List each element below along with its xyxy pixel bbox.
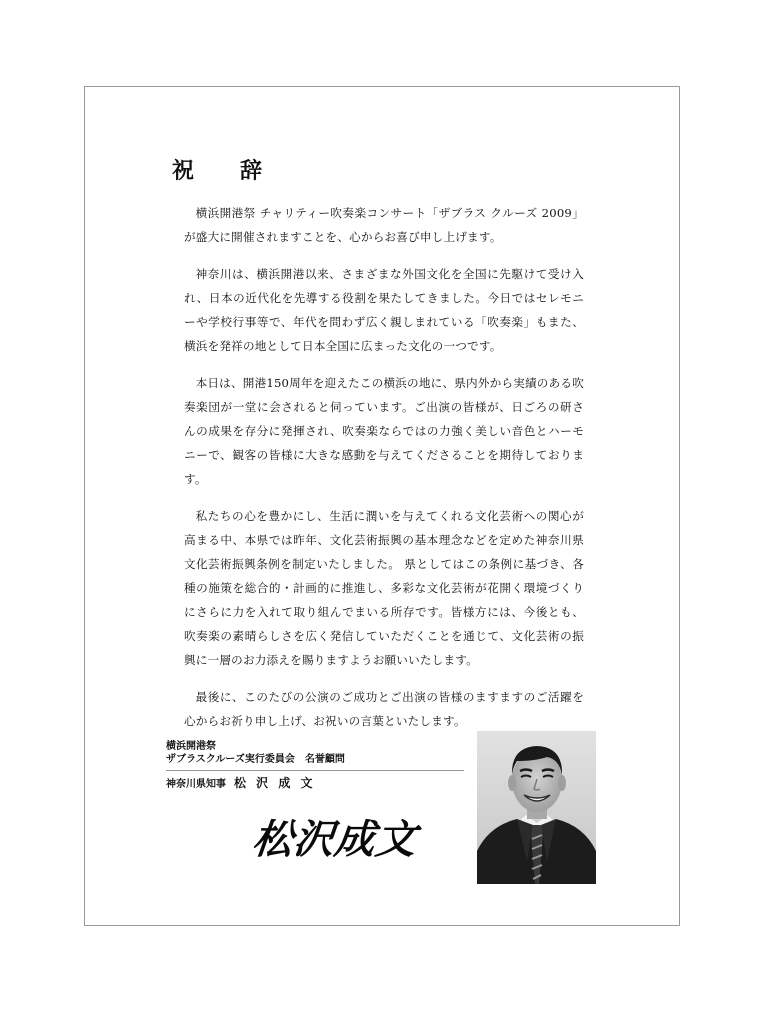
governor-name: 松 沢 成 文 — [234, 776, 316, 790]
governor-title: 神奈川県知事 — [166, 779, 226, 790]
paragraph-1: 横浜開港祭 チャリティー吹奏楽コンサート「ザブラス クルーズ 2009」が盛大に開催されますことを、心からお喜び申し上げます。 — [184, 206, 584, 244]
paragraph-3: 本日は、開港150周年を迎えたこの横浜の地に、県内外から実績のある吹奏楽団が一堂に会されると伺っています。ご出演の皆様が、日ごろの研さんの成果を存分に発揮され、吹奏楽ならではの力強く美しい音色とハーモニーで、観客の皆様に大きな感動を与えてくださることを期待しております。 — [184, 376, 584, 486]
paragraph-5: 最後に、このたびの公演のご成功とご出演の皆様のますますのご活躍を心からお祈り申し上げ、お祝いの言葉といたします。 — [184, 690, 584, 728]
organization-line-1: 横浜開港祭 — [166, 741, 216, 752]
paragraph-4: 私たちの心を豊かにし、生活に潤いを与えてくれる文化芸術への関心が高まる中、本県では昨年、文化芸術振興の基本理念などを定めた神奈川県文化芸術振興条例を制定いたしました。 県としてはこの条例に基づき、各種の施策を総合的・計画的に推進し、多彩な文化芸術が花開く環境づくりにさらに力を入れて取り組んでまいる所存です。皆様方には、今後とも、吹奏楽の素晴らしさを広く発信していただくことを通じて、文化芸術の振興に一層のお力添えを賜りますようお願いいたします。 — [184, 509, 584, 667]
signature-block — [166, 740, 464, 792]
paragraph-2: 神奈川は、横浜開港以来、さまざまな外国文化を全国に先駆けて受け入れ、日本の近代化を先導する役割を果たしてきました。今日ではセレモニーや学校行事等で、年代を問わず広く親しまれている「吹奏楽」もまた、横浜を発祥の地として日本全国に広まった文化の一つです。 — [184, 267, 584, 353]
signature-divider — [166, 770, 464, 771]
portrait-illustration — [477, 731, 596, 884]
document-title: 祝 辞 — [172, 158, 275, 184]
organization-line-2: ザブラスクルーズ実行委員会 名誉顧問 — [166, 754, 345, 765]
handwritten-signature: 松沢成文 — [250, 816, 420, 863]
portrait-photo-icon — [477, 731, 596, 884]
governor-line — [166, 776, 464, 792]
message-body — [184, 201, 584, 746]
